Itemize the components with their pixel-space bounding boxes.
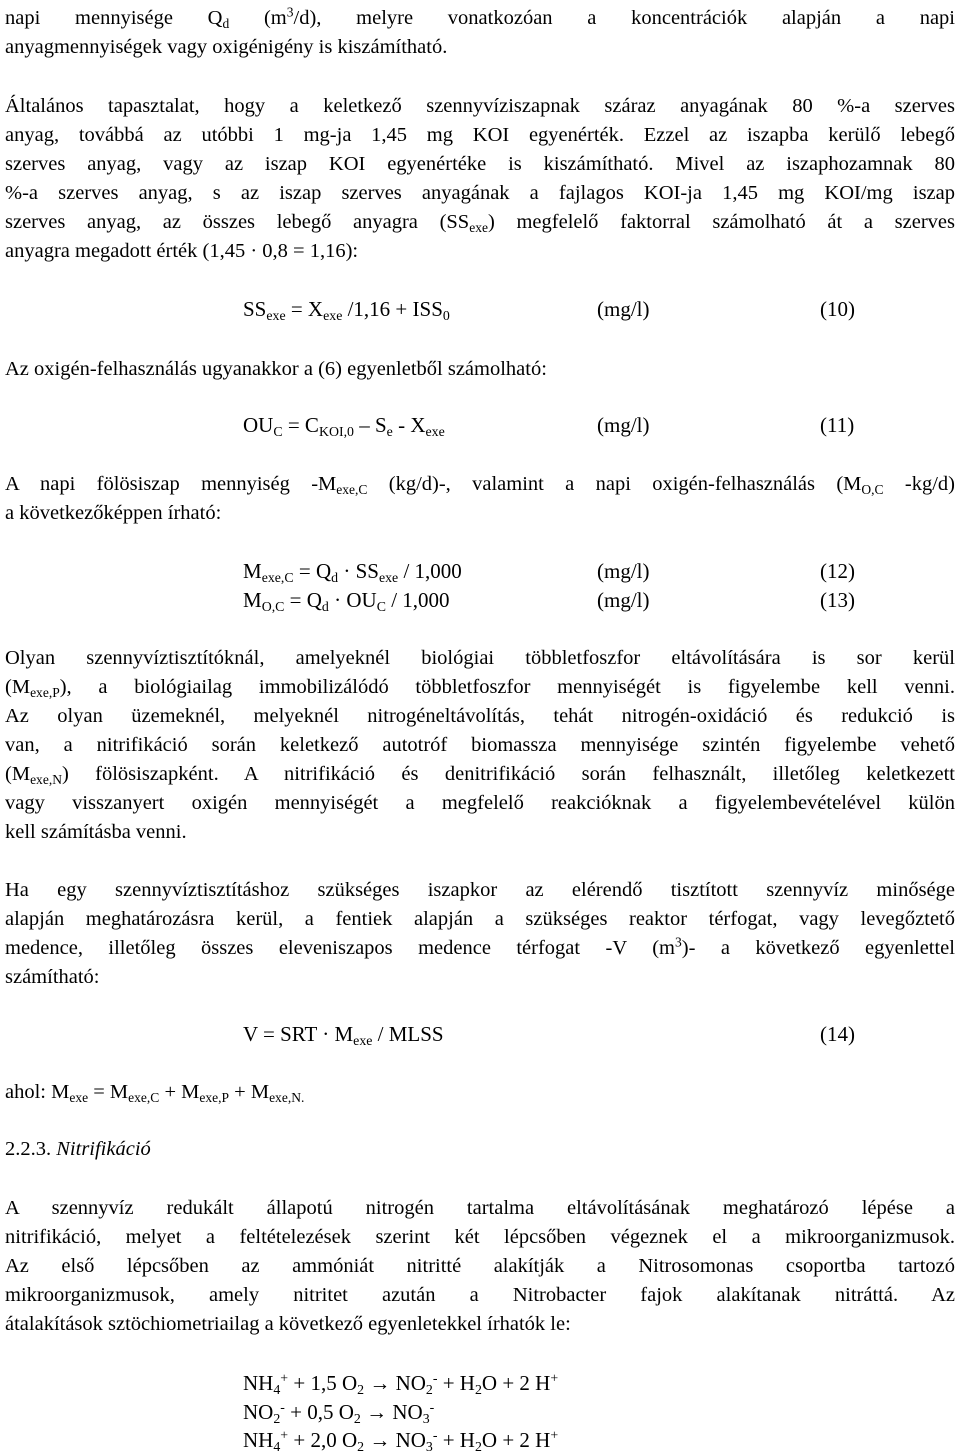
text-line: mikroorganizmusok, amely nitritet azután a Nitrobacter fajok alakítanak nitráttá. Az <box>5 1284 955 1306</box>
text-line: szerves anyag, vagy az iszap KOI egyenértéke is kiszámítható. Mivel az iszaphozamnak 80 <box>5 153 955 175</box>
section-heading <box>5 1137 151 1161</box>
text-line: napi mennyisége $Q_d$ $(m^3/d)$, melyre vonatkozóan a koncentrációk alapján a napi <box>5 4 955 31</box>
text-line: A napi fölösiszap mennyiség $-M_{exe,C}$ (kg/d)-, valamint a napi oxigén-felhasználás ($M_{O,C}$ -kg/d) <box>5 473 955 497</box>
equation-number: (10) <box>820 297 855 321</box>
equation-unit: (mg/l) <box>597 413 650 437</box>
text-line: van, a nitrifikáció során keletkező autotróf biomassza mennyisége szintén figyelembe vehető <box>5 734 955 756</box>
text-line: átalakítások sztöchiometriailag a következő egyenletekkel írhatók le: <box>5 1313 571 1335</box>
text-line: $(M_{exe,P})$, a biológiailag immobilizálódó többletfoszfor mennyiségét is figyelembe kell venni. <box>5 676 955 700</box>
text-line: számítható: <box>5 966 100 988</box>
text-line: nitrifikáció, melyet a feltételezések szerint két lépcsőben végeznek el a mikroorganizmusok. <box>5 1226 955 1248</box>
equation-formula: $M_{exe,C} = Q_d \cdot SS_{exe} / 1,000$ <box>243 559 462 585</box>
text-line: %-a szerves anyag, s az iszap szerves anyagának a fajlagos KOI-ja 1,45 mg KOI/mg iszap <box>5 182 955 204</box>
equation-number: (12) <box>820 559 855 583</box>
text-line: alapján meghatározásra kerül, a fentiek alapján a szükséges reaktor térfogat, vagy levegőztető <box>5 908 955 930</box>
text-line: anyagmennyiségek vagy oxigénigény is kiszámítható. <box>5 36 448 58</box>
equation-formula: $OU_C = C_{KOI,0} - S_e - X_{exe}$ <box>243 413 445 439</box>
reaction-equation: $NH_4^+ + 2,0$ $O_2 \to NO_3^- + H_2O + 2$ H+ <box>243 1427 559 1454</box>
text-line: anyagra megadott érték (1,45 · 0,8 = 1,16): <box>5 240 359 262</box>
reaction-equation: $NH_4^+ + 1,5$ $O_2 \to NO_2^- + H_2O + 2$ H+ <box>243 1370 559 1397</box>
text-line: anyag, továbbá az utóbbi 1 mg-ja 1,45 mg KOI egyenérték. Ezzel az iszapba kerülő lebegő <box>5 124 955 146</box>
text-line: kell számításba venni. <box>5 821 187 843</box>
reaction-equation: $NO_2^- + 0,5$ $O_2 \to NO_3^-$ <box>243 1399 435 1426</box>
equation-formula: $M_{O,C} = Q_d \cdot OU_C / 1,000$ <box>243 588 450 614</box>
text-line: $(M_{exe,N})$ fölösiszapként. A nitrifikáció és denitrifikáció során felhasznált, illetőleg keletkezett <box>5 763 955 787</box>
text-line: Általános tapasztalat, hogy a keletkező szennyvíziszapnak száraz anyagának 80 %-a szerves <box>5 95 955 117</box>
equation-number: (14) <box>820 1022 855 1046</box>
text-line: Az első lépcsőben az ammóniát nitritté alakítják a Nitrosomonas csoportba tartozó <box>5 1255 955 1277</box>
text-line: szerves anyag, az összes lebegő anyagra $(SS_{exe})$ megfelelő faktorral számolható át a szerves <box>5 211 955 235</box>
section-title: Nitrifikáció <box>56 1138 151 1160</box>
text-line: Ha egy szennyvíztisztításhoz szükséges iszapkor az elérendő tisztított szennyvíz minősége <box>5 879 955 901</box>
text-line: vagy visszanyert oxigén mennyiségét a megfelelő reakcióknak a figyelembevételével külön <box>5 792 955 814</box>
text-line: A szennyvíz redukált állapotú nitrogén tartalma eltávolításának meghatározó lépése a <box>5 1197 955 1219</box>
text-line: Olyan szennyvíztisztítóknál, amelyeknél biológiai többletfoszfor eltávolítására is sor kerül <box>5 647 955 669</box>
text-line: medence, illetőleg összes eleveniszapos medence térfogat -V $(m^3)-$ a következő egyenlettel <box>5 934 955 959</box>
section-number: 2.2.3. <box>5 1138 52 1160</box>
text-line: Az olyan üzemeknél, melyeknél nitrogéneltávolítás, tehát nitrogén-oxidáció és redukció is <box>5 705 955 727</box>
equation-formula: V = SRT · $M_{exe}$ / MLSS <box>243 1022 444 1048</box>
text-line: ahol: $M_{exe} = M_{exe,C} + M_{exe,P} + M_{exe,N.}$ <box>5 1081 305 1105</box>
equation-unit: (mg/l) <box>597 588 650 612</box>
equation-unit: (mg/l) <box>597 559 650 583</box>
text-line: Az oxigén-felhasználás ugyanakkor a (6) egyenletből számolható: <box>5 358 547 380</box>
equation-formula: $SS_{exe} = X_{exe}$ $/1,16 + ISS_0$ <box>243 297 450 323</box>
equation-unit: (mg/l) <box>597 297 650 321</box>
equation-number: (11) <box>820 413 855 437</box>
equation-number: (13) <box>820 588 855 612</box>
text-line: a következőképpen írható: <box>5 502 222 524</box>
